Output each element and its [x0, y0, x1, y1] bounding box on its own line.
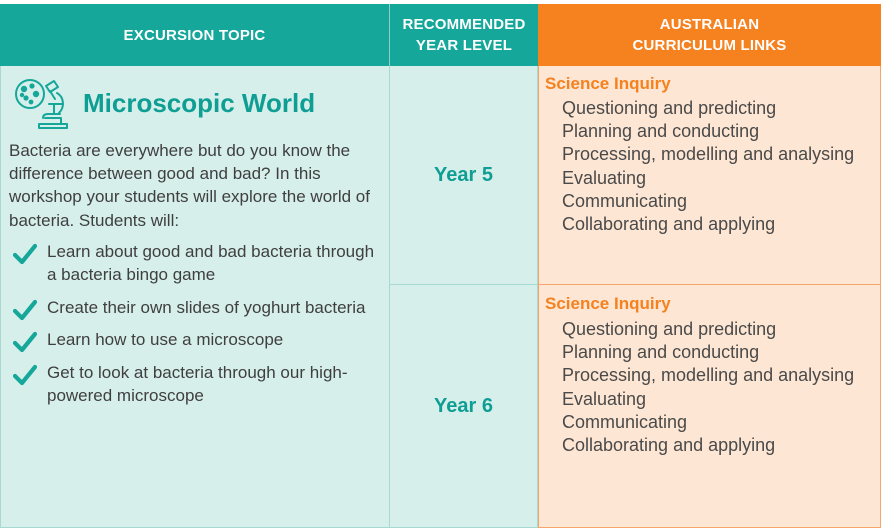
topic-title: Microscopic World — [83, 87, 316, 118]
year-level-cell-6 — [390, 285, 538, 528]
curriculum-cell-5 — [538, 66, 881, 285]
year-level-label: Year 6 — [434, 394, 493, 417]
list-item — [13, 328, 385, 351]
list-item: Questioning and predicting — [562, 98, 777, 118]
list-item: Processing, modelling and analysing — [562, 144, 855, 165]
checkmark-icon — [13, 331, 37, 353]
list-item: Planning and conducting — [562, 342, 760, 363]
list-item: Processing, modelling and analysing — [562, 365, 855, 386]
header-excursion-topic-label: EXCURSION TOPIC — [123, 26, 266, 44]
curriculum-heading: Science Inquiry — [545, 74, 671, 93]
header-curriculum-line1: AUSTRALIAN — [659, 16, 760, 33]
list-item — [13, 296, 385, 319]
list-item: Planning and conducting — [562, 121, 760, 142]
list-item: Evaluating — [562, 388, 647, 409]
year-level-cell-5 — [390, 66, 538, 285]
list-item: Questioning and predicting — [562, 319, 777, 339]
checkmark-icon — [13, 364, 37, 386]
checkmark-icon — [13, 243, 37, 265]
topic-intro: Bacteria are everywhere but do you know the difference between good and bad? In this workshop your students will explore the world of bacteria. Students will: — [9, 141, 370, 230]
list-item-text: Learn how to use a microscope — [47, 330, 284, 350]
header-excursion-topic — [0, 4, 390, 66]
header-curriculum-line2: CURRICULUM LINKS — [632, 37, 787, 54]
list-item: Communicating — [562, 190, 688, 211]
topic-outcomes-list — [13, 240, 385, 416]
curriculum-heading: Science Inquiry — [545, 294, 671, 313]
checkmark-icon — [13, 299, 37, 321]
curriculum-links-list — [562, 97, 854, 236]
header-year-level-line1: RECOMMENDED — [402, 16, 526, 33]
list-item-text: Get to look at bacteria through our high-powered microscope — [47, 362, 348, 406]
list-item — [13, 361, 385, 408]
list-item: Collaborating and applying — [562, 435, 776, 456]
curriculum-cell-6 — [538, 285, 881, 528]
list-item-text: Create their own slides of yoghurt bacteria — [47, 297, 366, 317]
list-item: Evaluating — [562, 167, 647, 188]
microscope-bacteria-icon — [13, 74, 71, 132]
list-item: Collaborating and applying — [562, 214, 776, 235]
list-item-text: Learn about good and bad bacteria through a bacteria bingo game — [47, 242, 375, 285]
topic-title-row — [13, 74, 315, 132]
list-item — [13, 240, 385, 287]
header-curriculum-links — [538, 4, 881, 66]
curriculum-links-list — [562, 318, 854, 457]
topic-cell — [0, 66, 390, 528]
list-item: Communicating — [562, 411, 688, 432]
year-level-label: Year 5 — [434, 163, 493, 186]
header-year-level — [390, 4, 538, 66]
header-year-level-line2: YEAR LEVEL — [415, 37, 513, 54]
